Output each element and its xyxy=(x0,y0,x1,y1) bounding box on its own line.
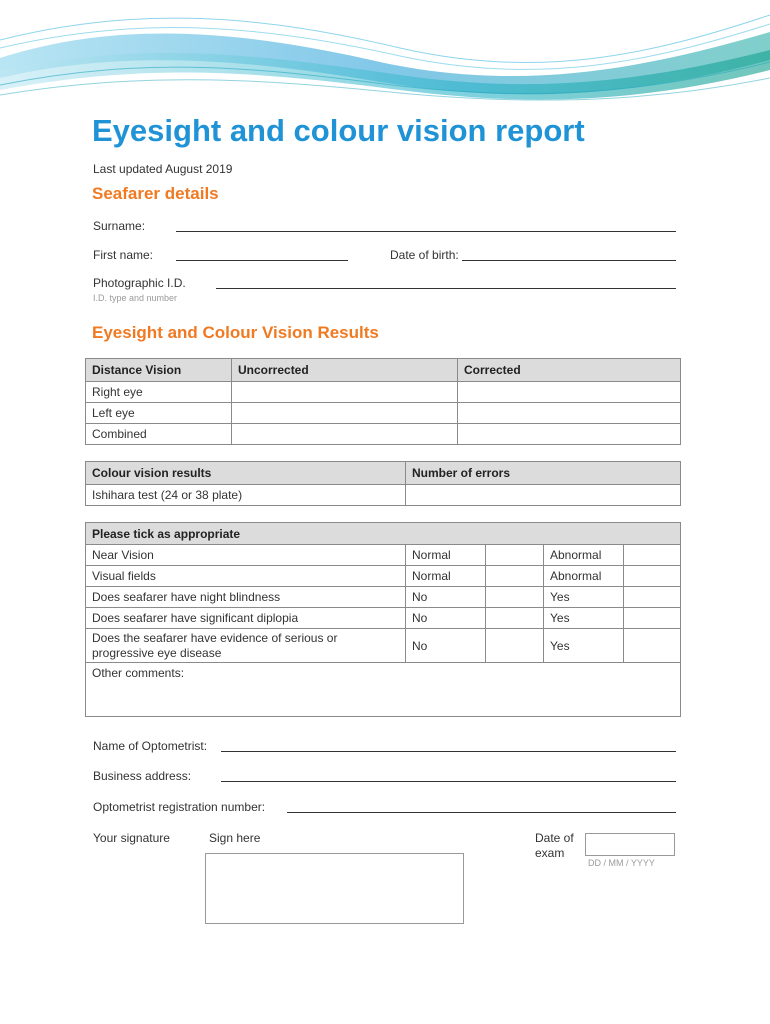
night-blindness-label: Does seafarer have night blindness xyxy=(86,587,406,608)
combined-corrected-cell[interactable] xyxy=(458,424,681,445)
night-blindness-opt1: No xyxy=(406,587,486,608)
sign-here-label: Sign here xyxy=(209,831,261,845)
diplopia-label: Does seafarer have significant diplopia xyxy=(86,608,406,629)
photo-id-label: Photographic I.D. xyxy=(93,276,186,290)
first-name-label: First name: xyxy=(93,248,154,262)
eye-disease-opt2: Yes xyxy=(544,629,624,663)
combined-uncorrected-cell[interactable] xyxy=(232,424,458,445)
optometrist-name-label: Name of Optometrist: xyxy=(93,739,208,753)
visual-fields-label: Visual fields xyxy=(86,566,406,587)
business-address-field[interactable] xyxy=(221,781,676,782)
right-eye-corrected-cell[interactable] xyxy=(458,382,681,403)
date-format-hint: DD / MM / YYYY xyxy=(588,858,655,868)
right-eye-uncorrected-cell[interactable] xyxy=(232,382,458,403)
near-vision-label: Near Vision xyxy=(86,545,406,566)
distance-vision-header: Distance Vision xyxy=(86,359,232,382)
first-name-field[interactable] xyxy=(176,260,348,261)
registration-label: Optometrist registration number: xyxy=(93,800,266,814)
night-blindness-opt2: Yes xyxy=(544,587,624,608)
diplopia-opt2-checkbox[interactable] xyxy=(624,608,681,629)
results-heading: Eyesight and Colour Vision Results xyxy=(92,323,379,342)
combined-label: Combined xyxy=(86,424,232,445)
eye-disease-opt1-checkbox[interactable] xyxy=(486,629,544,663)
left-eye-corrected-cell[interactable] xyxy=(458,403,681,424)
signature-label: Your signature xyxy=(93,831,170,845)
surname-label: Surname: xyxy=(93,219,146,233)
dob-field[interactable] xyxy=(462,260,676,261)
uncorrected-header: Uncorrected xyxy=(232,359,458,382)
other-comments-field[interactable] xyxy=(86,663,681,717)
tick-heading: Please tick as appropriate xyxy=(86,523,681,545)
seafarer-details-heading: Seafarer details xyxy=(92,184,219,203)
surname-field[interactable] xyxy=(176,231,676,232)
near-vision-opt2: Abnormal xyxy=(544,545,624,566)
page-title: Eyesight and colour vision report xyxy=(92,113,585,148)
other-comments-label: Other comments: xyxy=(92,666,185,680)
colour-vision-table xyxy=(85,461,681,506)
number-of-errors-header: Number of errors xyxy=(406,462,681,485)
eye-disease-opt1: No xyxy=(406,629,486,663)
last-updated-text: Last updated August 2019 xyxy=(93,162,233,176)
ishihara-errors-cell[interactable] xyxy=(406,485,681,506)
diplopia-opt1: No xyxy=(406,608,486,629)
diplopia-opt1-checkbox[interactable] xyxy=(486,608,544,629)
colour-vision-header: Colour vision results xyxy=(86,462,406,485)
visual-fields-opt2: Abnormal xyxy=(544,566,624,587)
registration-field[interactable] xyxy=(287,812,676,813)
header-wave-graphic xyxy=(0,0,770,110)
left-eye-label: Left eye xyxy=(86,403,232,424)
tick-table xyxy=(85,522,681,717)
dob-label: Date of birth: xyxy=(390,248,459,262)
right-eye-label: Right eye xyxy=(86,382,232,403)
optometrist-name-field[interactable] xyxy=(221,751,676,752)
distance-vision-table xyxy=(85,358,681,445)
visual-fields-opt1-checkbox[interactable] xyxy=(486,566,544,587)
date-of-exam-label-line1: Date of xyxy=(535,831,574,845)
night-blindness-opt2-checkbox[interactable] xyxy=(624,587,681,608)
photo-id-hint: I.D. type and number xyxy=(93,293,178,303)
eye-disease-label: Does the seafarer have evidence of serious or progressive eye disease xyxy=(86,629,406,663)
corrected-header: Corrected xyxy=(458,359,681,382)
near-vision-opt1-checkbox[interactable] xyxy=(486,545,544,566)
night-blindness-opt1-checkbox[interactable] xyxy=(486,587,544,608)
business-address-label: Business address: xyxy=(93,769,192,783)
date-of-exam-field[interactable] xyxy=(585,833,675,856)
diplopia-opt2: Yes xyxy=(544,608,624,629)
visual-fields-opt1: Normal xyxy=(406,566,486,587)
photo-id-field[interactable] xyxy=(216,288,676,289)
eye-disease-opt2-checkbox[interactable] xyxy=(624,629,681,663)
near-vision-opt2-checkbox[interactable] xyxy=(624,545,681,566)
ishihara-label: Ishihara test (24 or 38 plate) xyxy=(86,485,406,506)
signature-box[interactable] xyxy=(205,853,464,924)
near-vision-opt1: Normal xyxy=(406,545,486,566)
date-of-exam-label-line2: exam xyxy=(535,846,565,860)
left-eye-uncorrected-cell[interactable] xyxy=(232,403,458,424)
visual-fields-opt2-checkbox[interactable] xyxy=(624,566,681,587)
